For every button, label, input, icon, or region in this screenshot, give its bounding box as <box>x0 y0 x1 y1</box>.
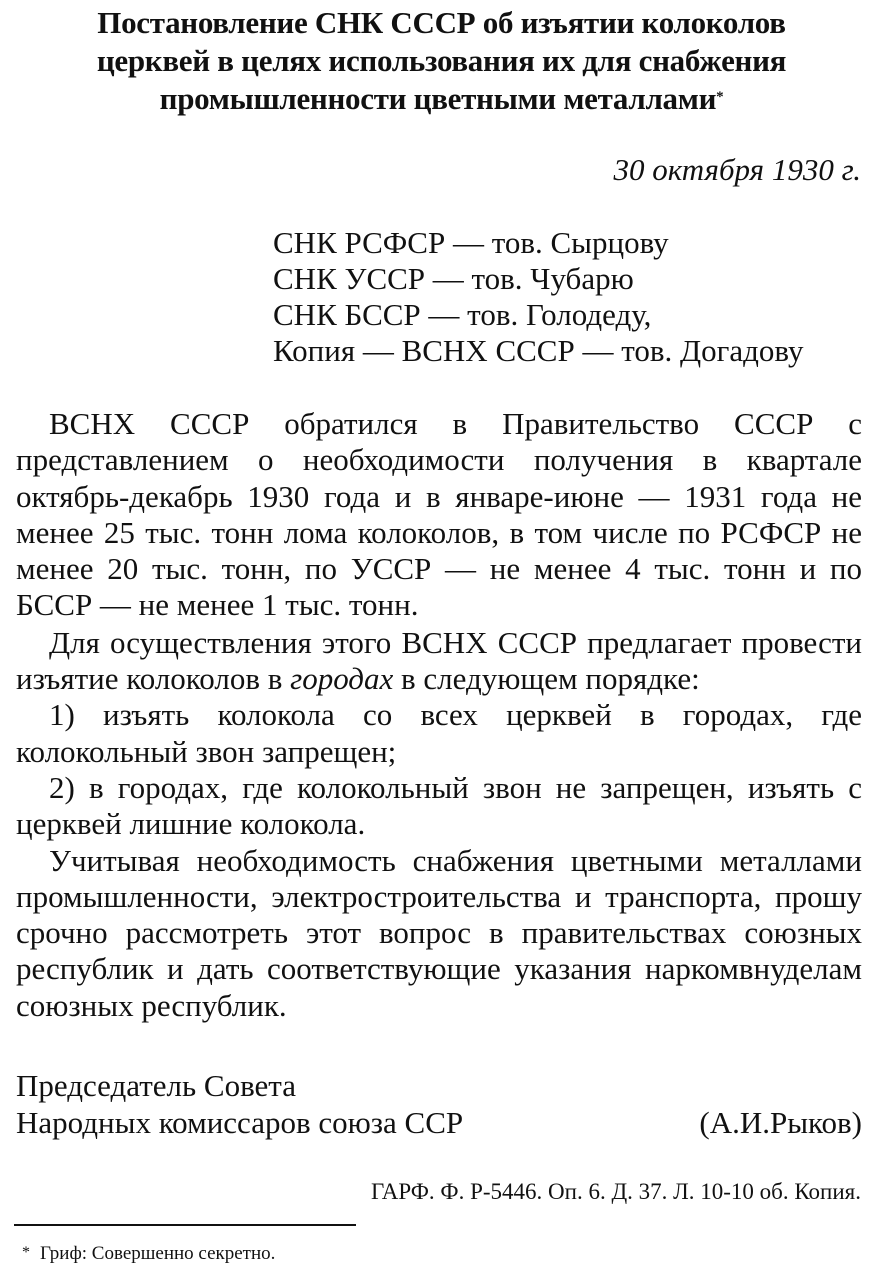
addressee-item: СНК УССР — тов. Чубарю <box>273 261 634 296</box>
footnote-divider <box>14 1224 356 1226</box>
paragraph-3: Учитывая необходимость снабжения цветными металлами промышленности, электростроительства и транспорта, прошу срочно рассмотреть этот вопрос в правительствах союзных республик и дать соответствующие указания наркомвнуделам союзных республик. <box>16 842 862 1023</box>
signature-row <box>16 1104 862 1141</box>
signature-title-line-1: Председатель Совета <box>16 1068 296 1103</box>
addressee-list <box>273 225 803 369</box>
signature-block <box>16 1067 862 1141</box>
title-footnote-mark: * <box>716 89 724 105</box>
paragraph-2-start: Для осуществления этого ВСНХ СССР предлагает провести изъятие колоколов в <box>16 624 862 697</box>
paragraph-2 <box>16 625 862 698</box>
footnote-mark: * <box>22 1244 30 1261</box>
signatory-name: (А.И.Рыков) <box>699 1105 862 1140</box>
paragraph-2-end: в следующем порядке: <box>393 661 700 697</box>
footnote-text: Гриф: Совершенно секретно. <box>40 1243 276 1264</box>
paragraph-2-italic: городах <box>290 661 394 697</box>
addressee-item: СНК РСФСР — тов. Сырцову <box>273 225 669 260</box>
title-line-3 <box>20 80 863 118</box>
title-line-2: церквей в целях использования их для снабжения <box>96 43 787 78</box>
signature-title-line-2: Народных комиссаров союза ССР <box>16 1105 464 1140</box>
footnote <box>22 1242 275 1267</box>
archive-reference: ГАРФ. Ф. Р-5446. Оп. 6. Д. 37. Л. 10-10 об. Копия. <box>370 1179 861 1204</box>
addressee-item: СНК БССР — тов. Голодеду, <box>273 297 652 332</box>
list-item-2: 2) в городах, где колокольный звон не запрещен, изъять с церквей лишние колокола. <box>16 769 862 842</box>
title-line-3-text: промышленности цветными металлами <box>159 81 717 116</box>
list-item-1: 1) изъять колокола со всех церквей в городах, где колокольный звон запрещен; <box>16 697 862 769</box>
paragraph-1: ВСНХ СССР обратился в Правительство СССР с представлением о необходимости получения в квартале октябрь-декабрь 1930 года и в январе-июне — 1931 года не менее 25 тыс. тонн лома колоколов, в том числе по РСФСР не менее 20 тыс. тонн, по УССР — не менее 4 тыс. тонн и по БССР — не менее 1 тыс. тонн. <box>16 406 862 623</box>
addressee-item: Копия — ВСНХ СССР — тов. Догадову <box>273 333 804 368</box>
document-body <box>16 406 862 1024</box>
document-date: 30 октября 1930 г. <box>613 152 861 187</box>
title-line-1: Постановление СНК СССР об изъятии колоколов <box>97 5 786 40</box>
document-title <box>20 4 863 118</box>
